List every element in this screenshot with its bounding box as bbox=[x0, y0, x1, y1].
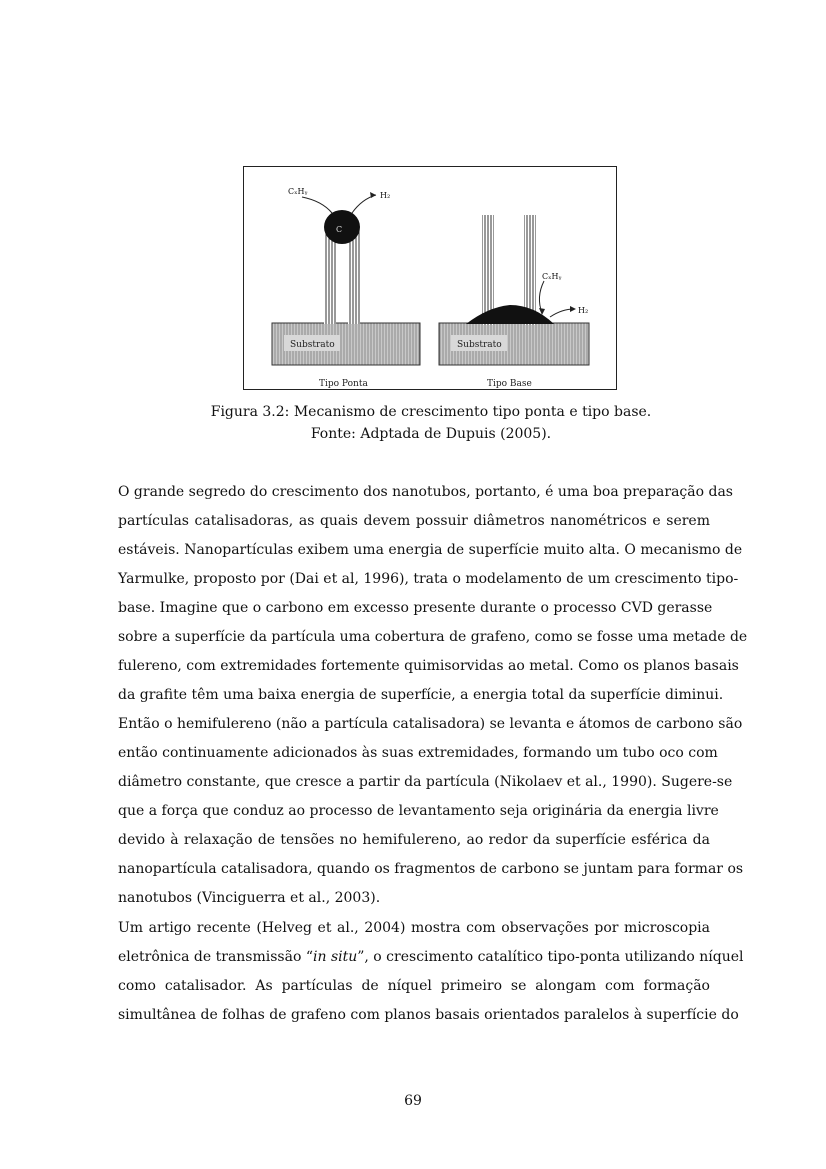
formula-out-right: H₂ bbox=[578, 306, 589, 315]
label-tipo-base: Tipo Base bbox=[487, 379, 532, 389]
particle-label: C bbox=[336, 225, 343, 234]
text-segment: ”, o crescimento catalítico tipo-ponta utilizando níquel bbox=[357, 949, 744, 965]
figure-source: Fonte: Adptada de Dupuis (2005). bbox=[310, 426, 552, 442]
formula-in-left: CₓHᵧ bbox=[288, 187, 308, 196]
paragraph-2 bbox=[118, 914, 744, 1030]
text-line: nanopartícula catalisadora, quando os fragmentos de carbono se juntam para formar os bbox=[118, 861, 744, 877]
formula-out-left: H₂ bbox=[380, 191, 391, 200]
label-tipo-ponta: Tipo Ponta bbox=[319, 379, 368, 389]
text-line: nanotubos (Vinciguerra et al., 2003). bbox=[118, 890, 381, 906]
text-line: fulereno, com extremidades fortemente quimisorvidas ao metal. Como os planos basais bbox=[118, 658, 739, 674]
text-line: O grande segredo do crescimento dos nanotubos, portanto, é uma boa preparação das bbox=[118, 484, 733, 500]
text-line: da grafite têm uma baixa energia de superfície, a energia total da superfície diminui. bbox=[118, 687, 724, 703]
paragraph-1 bbox=[118, 478, 748, 913]
text-line: Então o hemifulereno (não a partícula catalisadora) se levanta e átomos de carbono são bbox=[118, 716, 743, 732]
text-line: base. Imagine que o carbono em excesso presente durante o processo CVD gerasse bbox=[118, 600, 713, 616]
incoming-arrow-left bbox=[302, 197, 332, 213]
page-number: 69 bbox=[404, 1093, 422, 1109]
substrate-label-right: Substrato bbox=[457, 340, 502, 350]
figure-caption: Figura 3.2: Mecanismo de crescimento tipo ponta e tipo base. bbox=[210, 404, 652, 420]
figure-3-2 bbox=[243, 166, 617, 390]
growth-mechanism-diagram bbox=[244, 167, 616, 389]
outgoing-arrow-left bbox=[352, 195, 376, 213]
text-line: como catalisador. As partículas de níquel primeiro se alongam com formação bbox=[118, 978, 710, 994]
text-line: sobre a superfície da partícula uma cobertura de grafeno, como se fosse uma metade de bbox=[118, 629, 748, 645]
text-line bbox=[118, 943, 744, 972]
text-line: simultânea de folhas de grafeno com planos basais orientados paralelos à superfície do bbox=[118, 1007, 739, 1023]
italic-term: in situ bbox=[313, 949, 358, 965]
formula-in-right: CₓHᵧ bbox=[542, 272, 562, 281]
substrate-label-left: Substrato bbox=[290, 340, 335, 350]
nanotube-wall-right-a bbox=[482, 215, 494, 325]
text-line: devido à relaxação de tensões no hemifulereno, ao redor da superfície esférica da bbox=[118, 832, 710, 848]
text-line: partículas catalisadoras, as quais devem possuir diâmetros nanométricos e serem bbox=[118, 513, 710, 529]
text-line: que a força que conduz ao processo de levantamento seja originária da energia livre bbox=[118, 803, 719, 819]
text-line: estáveis. Nanopartículas exibem uma energia de superfície muito alta. O mecanismo de bbox=[118, 542, 743, 558]
text-line: então continuamente adicionados às suas extremidades, formando um tubo oco com bbox=[118, 745, 718, 761]
text-line: Yarmulke, proposto por (Dai et al, 1996), trata o modelamento de um crescimento tipo- bbox=[118, 571, 739, 587]
text-line: diâmetro constante, que cresce a partir da partícula (Nikolaev et al., 1990). Sugere-se bbox=[118, 774, 733, 790]
text-line: Um artigo recente (Helveg et al., 2004) mostra com observações por microscopia bbox=[118, 920, 710, 936]
text-segment: eletrônica de transmissão “ bbox=[118, 949, 313, 965]
